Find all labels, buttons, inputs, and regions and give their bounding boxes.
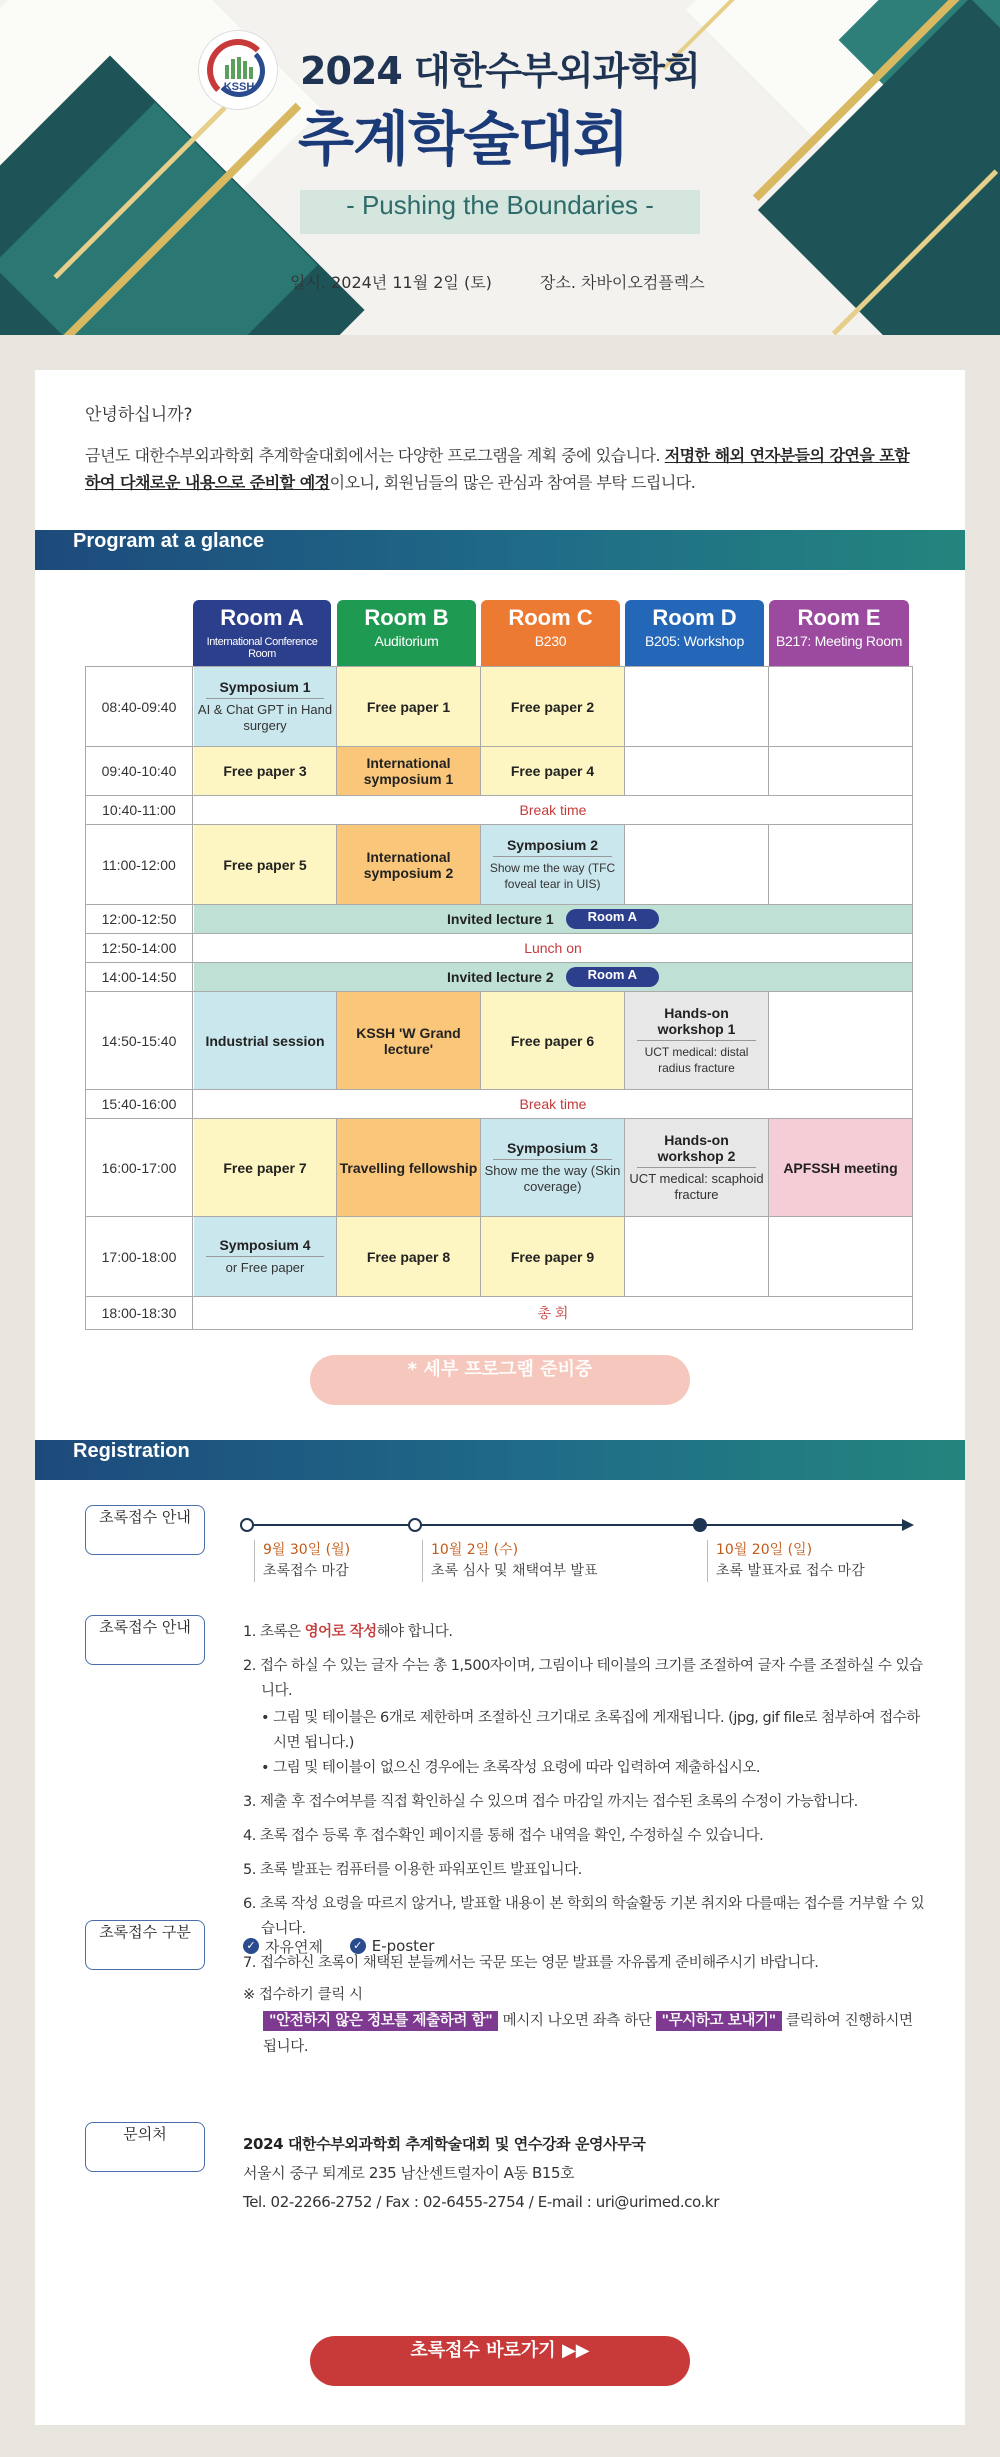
note-line	[243, 2008, 923, 2060]
table-row	[86, 796, 912, 825]
room-sub: B205: Workshop	[644, 633, 745, 649]
break-time: Break time	[519, 1096, 587, 1112]
room-name: Room B	[364, 605, 449, 630]
timeline-item	[707, 1540, 865, 1582]
event-tagline: - Pushing the Boundaries -	[300, 190, 700, 234]
empty-cell	[625, 825, 769, 904]
room-sub: International Conference Room	[206, 636, 318, 660]
session-cell	[625, 1119, 769, 1216]
room-sub: B217: Meeting Room	[775, 633, 903, 649]
rule-text: 1. 초록은	[243, 1624, 305, 1640]
invited-lecture-1	[194, 905, 912, 933]
event-main-title: 추계학술대회	[298, 105, 629, 173]
session-cell	[481, 825, 625, 904]
invited-lecture-2	[194, 963, 912, 991]
room-pill: Room A	[566, 967, 659, 987]
timeline-date: 10월 20일 (일)	[716, 1542, 813, 1558]
session-cell	[194, 667, 337, 746]
empty-cell	[769, 667, 912, 746]
empty-cell	[769, 1217, 912, 1296]
room-header-c	[481, 600, 620, 666]
time-slot: 15:40-16:00	[86, 1090, 193, 1118]
type-option	[350, 1937, 435, 1955]
table-row	[86, 992, 912, 1090]
timeline-item	[422, 1540, 598, 1582]
rule-item: 7. 접수하신 초록이 채택된 분들께서는 국문 또는 영문 발표를 자유롭게 준비해주시기 바랍니다.	[243, 1955, 819, 1971]
intro-text	[85, 442, 915, 496]
table-row	[86, 905, 912, 934]
session-cell: Free paper 8	[337, 1217, 481, 1296]
table-row	[86, 1119, 912, 1217]
room-header-e	[769, 600, 909, 666]
intro-text-a: 금년도 대한수부외과학회 추계학술대회에서는 다양한 프로그램을 계획 중에 있습니다.	[85, 446, 665, 465]
room-pill: Room A	[566, 909, 659, 929]
label-contact: 문의처	[85, 2122, 205, 2172]
rule-item: 6. 초록 작성 요령을 따르지 않거나, 발표할 내용이 본 학회의 학술활동 기본 취지와 다를때는 접수를 거부할 수 있습니다.	[243, 1896, 925, 1937]
timeline-dot	[240, 1518, 254, 1532]
time-slot: 18:00-18:30	[86, 1297, 193, 1329]
time-slot: 12:50-14:00	[86, 934, 193, 962]
intro-text-bold: 저명한 해외 연자분들의 강연을 포함하여 다채로운 내용으로 준비할 예정	[85, 446, 910, 492]
type-label: E-poster	[371, 1937, 435, 1955]
label-abstract-guide-2: 초록접수 안내	[85, 1615, 205, 1665]
room-name: Room C	[508, 605, 593, 630]
session-cell: Free paper 1	[337, 667, 481, 746]
timeline-text: 초록 발표자료 접수 마감	[716, 1563, 865, 1579]
time-slot: 11:00-12:00	[86, 825, 193, 904]
note-highlight: "안전하지 않은 정보를 제출하려 함"	[263, 2011, 498, 2031]
section-header-registration	[35, 1440, 965, 1480]
session-cell: Free paper 2	[481, 667, 625, 746]
session-cell: Free paper 7	[194, 1119, 337, 1216]
timeline-item	[254, 1540, 350, 1582]
rule-text: 2. 접수 하실 수 있는 글자 수는 총 1,500자이며, 그림이나 테이블의 크기를 조절하여 글자 수를 조절하실 수 있습니다.	[243, 1658, 923, 1699]
session-cell: Free paper 6	[481, 992, 625, 1089]
logo-text: KSSH	[223, 81, 255, 93]
general-meeting: 총 회	[537, 1305, 569, 1321]
session-cell: Free paper 9	[481, 1217, 625, 1296]
empty-cell	[625, 747, 769, 795]
session-cell	[625, 992, 769, 1089]
rule-item	[243, 1620, 933, 1645]
rule-item: 5. 초록 발표는 컴퓨터를 이용한 파워포인트 발표입니다.	[243, 1862, 582, 1878]
contact-address: 서울시 중구 퇴계로 235 남산센트럴자이 A동 B15호	[243, 2164, 575, 2182]
table-row	[86, 1217, 912, 1297]
table-row	[86, 747, 912, 796]
session-title: Symposium 4	[206, 1237, 323, 1257]
greeting: 안녕하십니까?	[85, 405, 193, 425]
session-title: Symposium 1	[206, 679, 323, 699]
session-cell: Free paper 4	[481, 747, 625, 795]
contact-phone-email: Tel. 02-2266-2752 / Fax : 02-6455-2754 / E-mail : uri@urimed.co.kr	[243, 2193, 719, 2211]
table-row	[86, 1297, 912, 1329]
section-title: Program at a glance	[73, 530, 265, 552]
session-title: Hands-on workshop 1	[637, 1005, 755, 1041]
type-option	[243, 1936, 323, 1957]
note-highlight: "무시하고 보내기"	[656, 2011, 782, 2031]
section-title: Registration	[73, 1440, 190, 1462]
time-slot: 14:50-15:40	[86, 992, 193, 1089]
table-row	[86, 1090, 912, 1119]
session-cell: APFSSH meeting	[769, 1119, 912, 1216]
time-slot: 09:40-10:40	[86, 747, 193, 795]
type-label: 자유연제	[265, 1937, 323, 1956]
registration-timeline	[240, 1518, 920, 1588]
event-venue: 장소. 차바이오컴플렉스	[539, 273, 705, 292]
content-card	[35, 370, 965, 2425]
rule-item: 4. 초록 접수 등록 후 접수확인 페이지를 통해 접수 내역을 확인, 수정하실 수 있습니다.	[243, 1828, 764, 1844]
note-text: ※ 접수하기 클릭 시	[243, 1987, 363, 2003]
abstract-types	[243, 1935, 456, 1957]
time-slot: 17:00-18:00	[86, 1217, 193, 1296]
session-cell: Travelling fellowship	[337, 1119, 481, 1216]
timeline-arrow-icon	[902, 1519, 914, 1531]
room-name: Room D	[652, 605, 737, 630]
intro-text-c: 이오니, 회원님들의 많은 관심과 참여를 부탁 드립니다.	[329, 473, 696, 492]
contact-org: 2024 대한수부외과학회 추계학술대회 및 연수강좌 운영사무국	[243, 2135, 646, 2153]
timeline-dot-active	[693, 1518, 707, 1532]
note-text: 메시지 나오면 좌측 하단	[498, 2013, 656, 2029]
event-info	[290, 270, 705, 293]
lecture-title: Invited lecture 2	[447, 969, 554, 985]
session-cell: International symposium 2	[337, 825, 481, 904]
label-abstract-guide: 초록접수 안내	[85, 1505, 205, 1555]
empty-cell	[625, 1217, 769, 1296]
rule-text: 해야 합니다.	[376, 1624, 453, 1640]
submit-note	[243, 1982, 923, 2060]
session-cell: International symposium 1	[337, 747, 481, 795]
program-grid	[85, 666, 913, 1330]
lunch-time: Lunch on	[524, 940, 582, 956]
timeline-date: 9월 30일 (월)	[263, 1542, 351, 1558]
check-icon: ✓	[350, 1938, 366, 1954]
table-row	[86, 667, 912, 747]
session-title: Symposium 3	[493, 1140, 611, 1160]
room-sub: B230	[534, 633, 567, 649]
abstract-rules	[243, 1620, 933, 1985]
event-year-title: 2024 대한수부외과학회	[300, 49, 700, 93]
contact-info	[243, 2130, 719, 2217]
time-slot: 16:00-17:00	[86, 1119, 193, 1216]
rule-subitems	[261, 1706, 933, 1781]
time-slot: 10:40-11:00	[86, 796, 193, 824]
table-row	[86, 963, 912, 992]
session-title: Hands-on workshop 2	[637, 1132, 755, 1168]
program-prep-button[interactable]: * 세부 프로그램 준비중	[310, 1355, 690, 1405]
table-row	[86, 825, 912, 905]
timeline-date: 10월 2일 (수)	[431, 1542, 519, 1558]
rule-item	[243, 1654, 933, 1781]
rule-item: 3. 제출 후 접수여부를 직접 확인하실 수 있으며 접수 마감일 까지는 접수된 초록의 수정이 가능합니다.	[243, 1794, 858, 1810]
session-desc: or Free paper	[225, 1260, 305, 1275]
session-desc: UCT medical: scaphoid fracture	[629, 1171, 764, 1202]
event-date: 일시. 2024년 11월 2일 (토)	[290, 273, 492, 292]
section-header-program	[35, 530, 965, 570]
program-table	[85, 600, 913, 1330]
time-slot: 12:00-12:50	[86, 905, 193, 933]
lecture-title: Invited lecture 1	[447, 911, 554, 927]
room-sub: Auditorium	[374, 633, 439, 649]
session-cell	[481, 1119, 625, 1216]
empty-cell	[625, 667, 769, 746]
abstract-submit-button[interactable]: 초록접수 바로가기 ▶▶	[310, 2336, 690, 2386]
break-time: Break time	[519, 802, 587, 818]
room-header-a	[193, 600, 331, 666]
note-text: 클릭하여 진행하시면 됩니다.	[263, 2013, 913, 2055]
empty-cell	[769, 992, 912, 1089]
session-desc: Show me the way (TFC foveal tear in UIS)	[489, 861, 616, 891]
room-name: Room E	[797, 605, 881, 630]
timeline-text: 초록접수 마감	[263, 1563, 349, 1579]
timeline-dot	[408, 1518, 422, 1532]
rule-subitem: • 그림 및 테이블은 6개로 제한하며 조절하신 크기대로 초록집에 게재됩니다. (jpg, gif file로 첨부하여 접수하시면 됩니다.)	[261, 1710, 920, 1751]
logo-hand-icon	[225, 57, 255, 79]
session-cell: Free paper 3	[194, 747, 337, 795]
check-icon: ✓	[243, 1938, 259, 1954]
empty-cell	[769, 747, 912, 795]
header-banner	[0, 0, 1000, 335]
session-cell	[194, 1217, 337, 1296]
room-name: Room A	[220, 605, 304, 630]
session-cell: Free paper 5	[194, 825, 337, 904]
rule-subitem: • 그림 및 테이블이 없으신 경우에는 초록작성 요령에 따라 입력하여 제출하십시오.	[261, 1760, 760, 1776]
time-slot: 14:00-14:50	[86, 963, 193, 991]
rule-highlight: 영어로 작성	[304, 1624, 377, 1640]
society-logo	[198, 30, 278, 110]
timeline-text: 초록 심사 및 채택여부 발표	[431, 1563, 598, 1579]
session-cell: KSSH 'W Grand lecture'	[337, 992, 481, 1089]
timeline-line	[246, 1524, 906, 1526]
empty-cell	[769, 825, 912, 904]
session-cell: Industrial session	[194, 992, 337, 1089]
time-slot: 08:40-09:40	[86, 667, 193, 746]
session-desc: Show me the way (Skin coverage)	[484, 1163, 621, 1194]
session-title: Symposium 2	[493, 837, 611, 857]
room-header-d	[625, 600, 764, 666]
table-row	[86, 934, 912, 963]
session-desc: UCT medical: distal radius fracture	[644, 1045, 749, 1075]
label-abstract-type: 초록접수 구분	[85, 1920, 205, 1970]
room-header-b	[337, 600, 476, 666]
session-desc: AI & Chat GPT in Hand surgery	[197, 702, 333, 733]
